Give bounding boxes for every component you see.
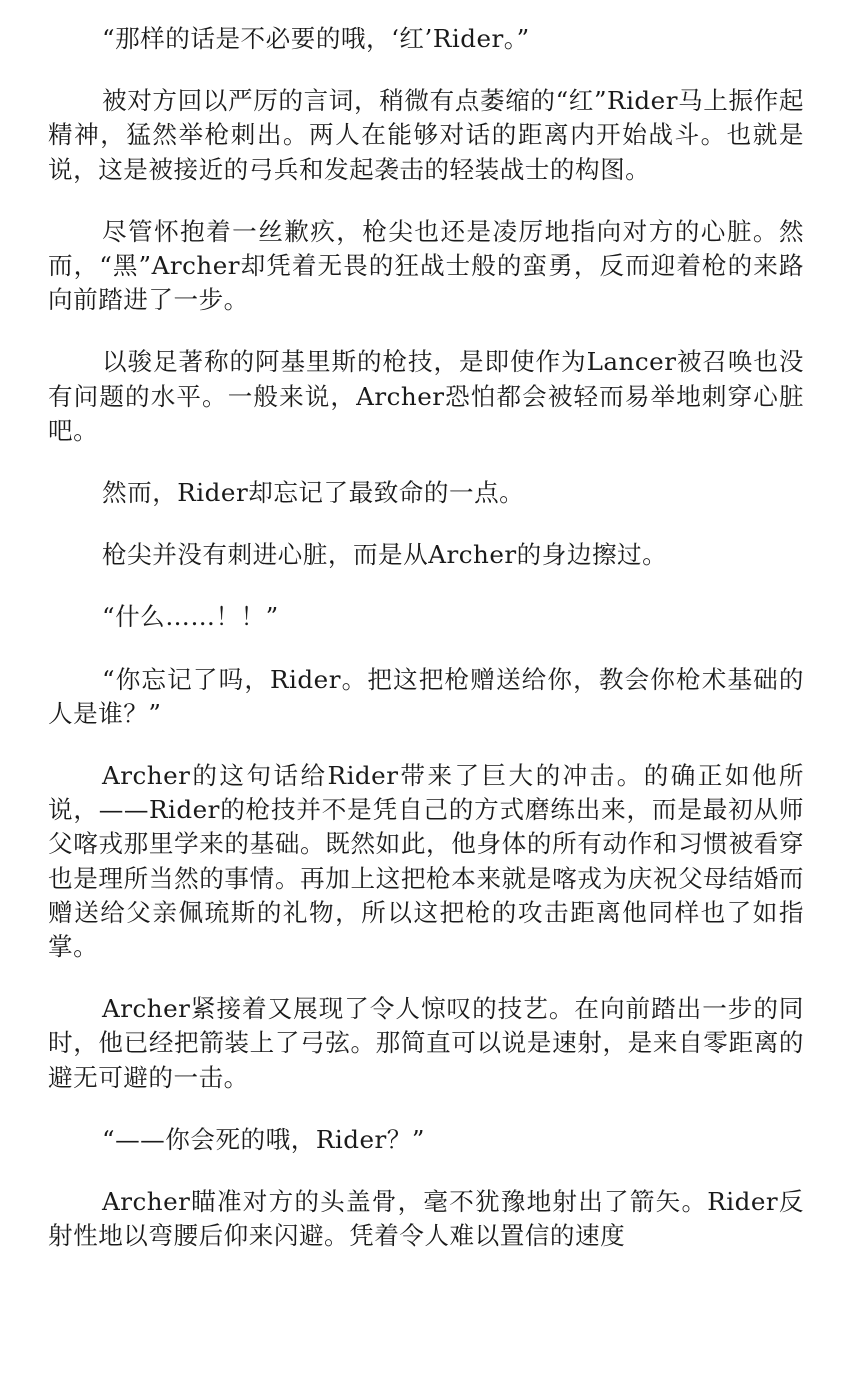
paragraph-3: 尽管怀抱着一丝歉疚，枪尖也还是凌厉地指向对方的心脏。然而，“黑”Archer却凭着无畏的狂战士般的蛮勇，反而迎着枪的来路向前踏进了一步。 bbox=[48, 216, 804, 315]
paragraph-8: “你忘记了吗，Rider。把这把枪赠送给你，教会你枪术基础的人是谁？” bbox=[48, 664, 804, 728]
paragraph-12: Archer瞄准对方的头盖骨，毫不犹豫地射出了箭矢。Rider反射性地以弯腰后仰来闪避。凭着令人难以置信的速度 bbox=[48, 1187, 804, 1251]
document-page bbox=[48, 22, 804, 1281]
paragraph-10: Archer紧接着又展现了令人惊叹的技艺。在向前踏出一步的同时，他已经把箭装上了弓弦。那简直可以说是速射，是来自零距离的避无可避的一击。 bbox=[48, 994, 804, 1092]
paragraph-4: 以骏足著称的阿基里斯的枪技，是即使作为Lancer被召唤也没有问题的水平。一般来说，Archer恐怕都会被轻而易举地刺穿心脏吧。 bbox=[48, 347, 804, 445]
paragraph-6: 枪尖并没有刺进心脏，而是从Archer的身边擦过。 bbox=[102, 540, 668, 570]
paragraph-11: “——你会死的哦，Rider？” bbox=[102, 1124, 425, 1154]
paragraph-9: Archer的这句话给Rider带来了巨大的冲击。的确正如他所说，——Rider的枪技并不是凭自己的方式磨练出来，而是最初从师父喀戎那里学来的基础。既然如此，他身体的所有动作和习惯被看穿也是理所当然的事情。再加上这把枪本来就是喀戎为庆祝父母结婚而赠送给父亲佩琉斯的礼物，所以这把枪的攻击距离他同样也了如指掌。 bbox=[48, 761, 804, 962]
paragraph-7: “什么……！！” bbox=[102, 602, 279, 632]
paragraph-2: 被对方回以严厉的言词，稍微有点萎缩的“红”Rider马上振作起精神，猛然举枪刺出。两人在能够对话的距离内开始战斗。也就是说，这是被接近的弓兵和发起袭击的轻装战士的构图。 bbox=[48, 86, 804, 184]
paragraph-5: 然而，Rider却忘记了最致命的一点。 bbox=[102, 478, 525, 508]
paragraph-1: “那样的话是不必要的哦，‘红’Rider。” bbox=[102, 24, 530, 53]
